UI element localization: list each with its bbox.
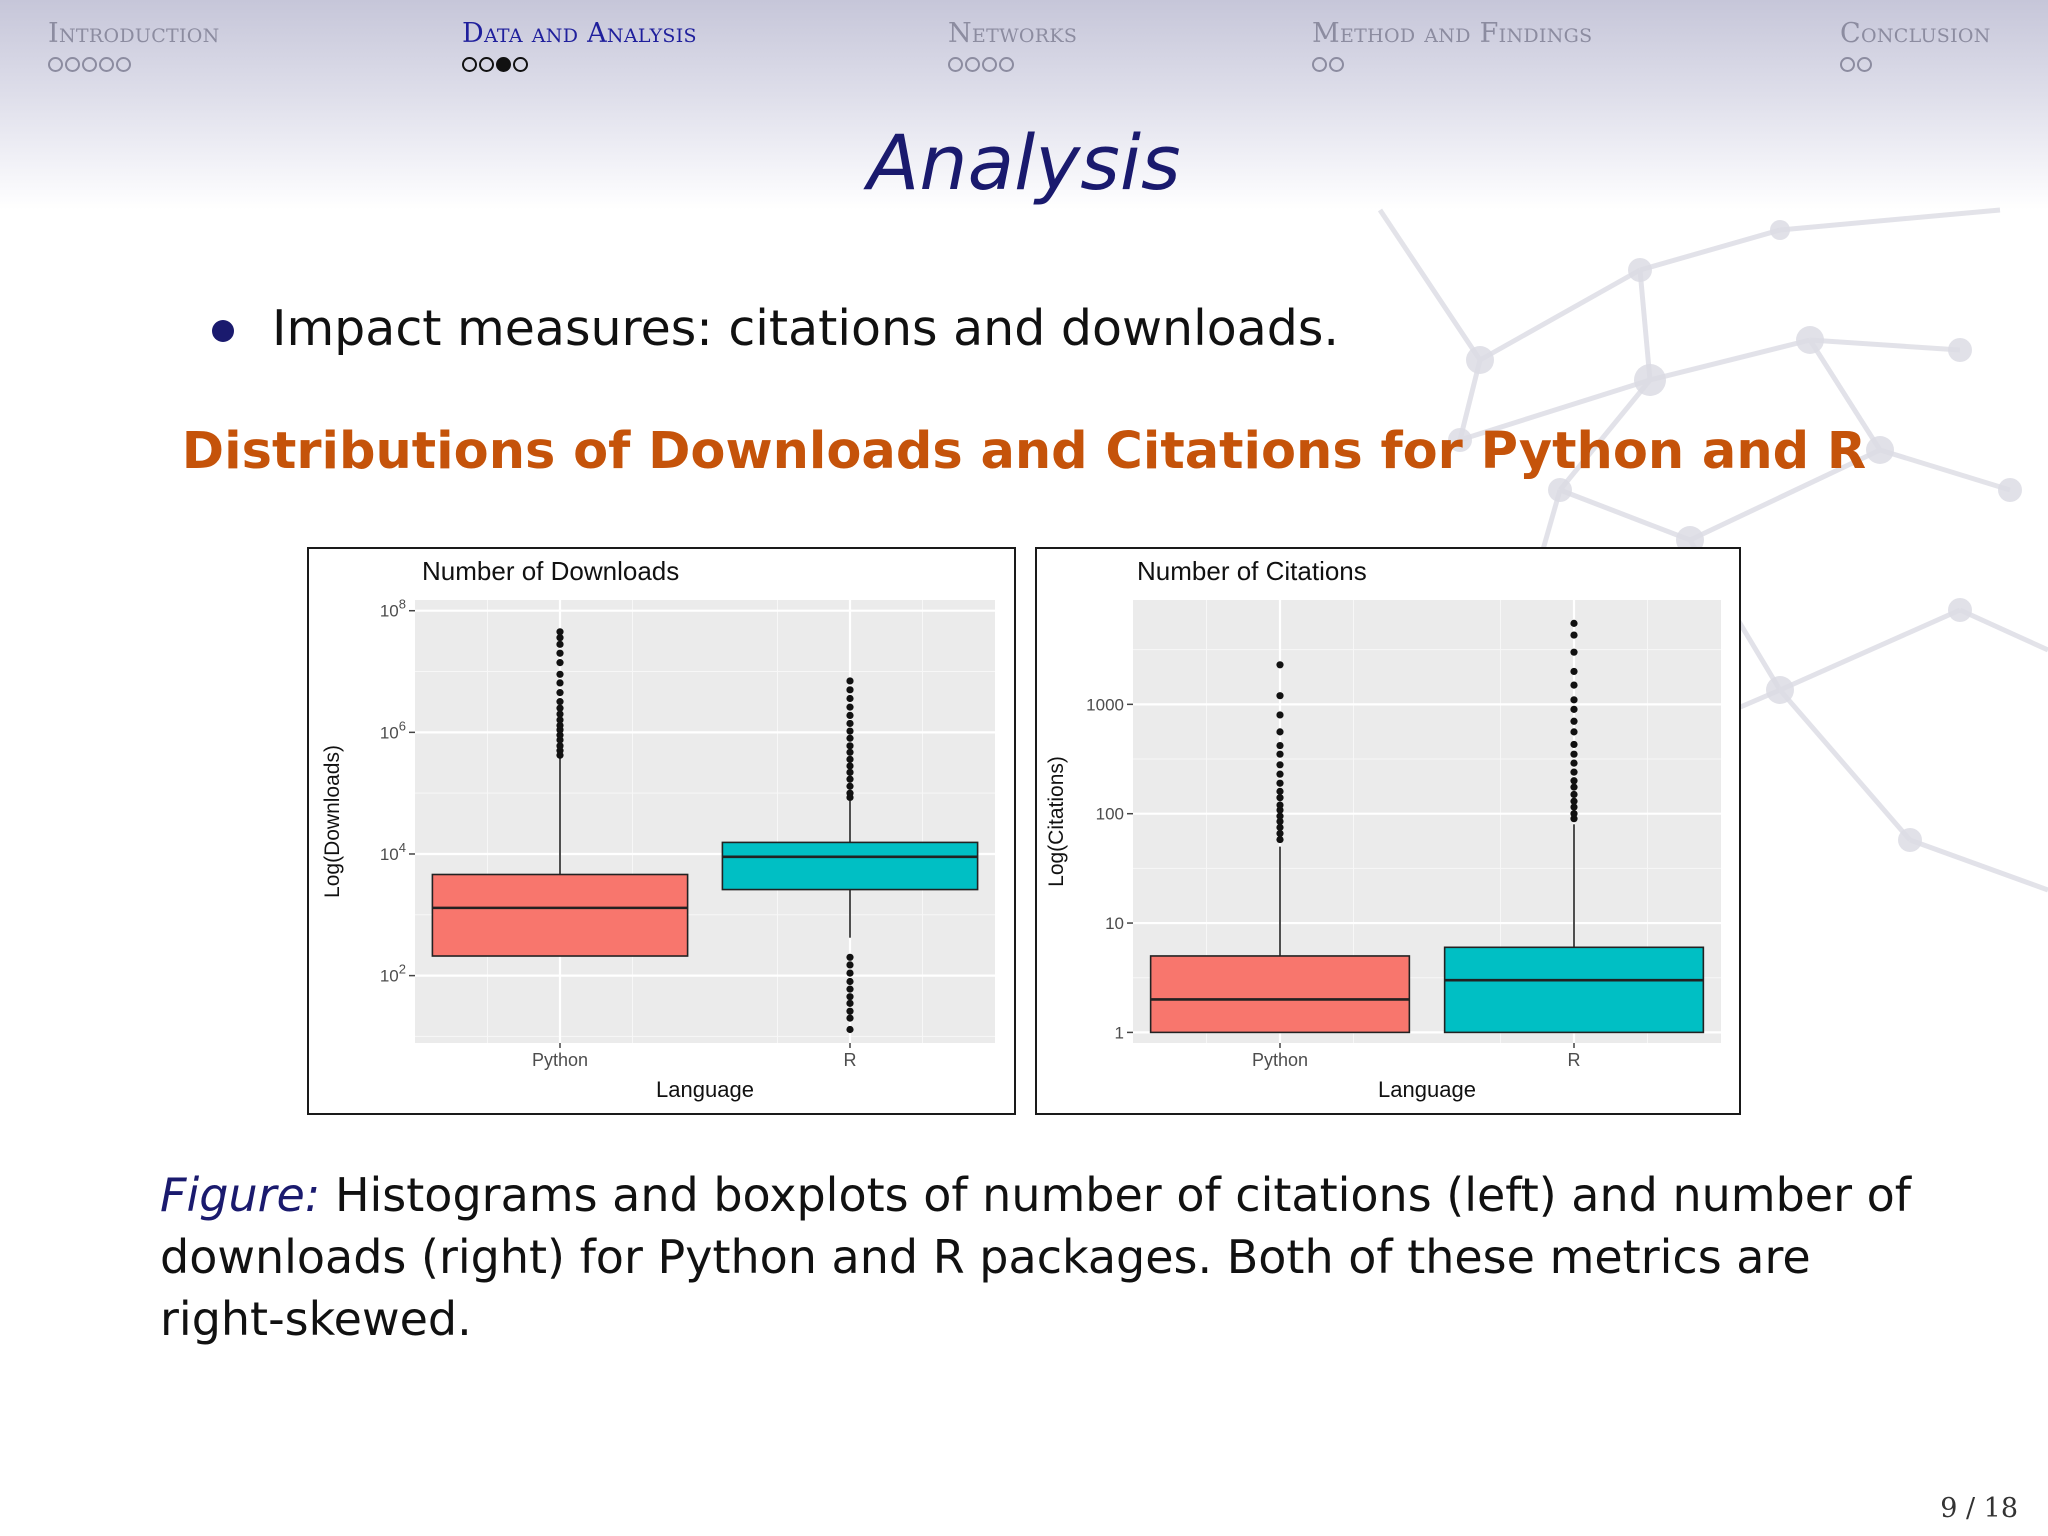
bullet-text: Impact measures: citations and downloads. [272,300,1339,357]
outlier-point [1276,728,1283,735]
outlier-point [1570,681,1577,688]
outlier-point [846,790,853,797]
y-tick-label: $10^4$ [379,839,406,864]
outlier-point [846,776,853,783]
outlier-point [1276,788,1283,795]
nav-dots [1312,57,1592,72]
y-tick-label: 1000 [1086,695,1124,715]
nav-dot[interactable] [513,57,528,72]
nav-label[interactable]: Data and Analysis [462,18,697,49]
outlier-point [846,986,853,993]
slide-title: Analysis [867,118,1181,207]
outlier-point [556,689,563,696]
box-r [722,842,977,889]
x-tick-label: Python [531,1050,589,1070]
box-python [1151,956,1410,1032]
y-tick-exponent: 6 [398,718,406,734]
outlier-point [1276,836,1283,843]
downloads-chart-panel [307,547,1016,1115]
y-tick-label: 10 [1105,914,1124,934]
y-tick-label: $10^6$ [379,718,406,743]
nav-dot[interactable] [496,57,511,72]
outlier-point [846,727,853,734]
outlier-point [846,1026,853,1033]
outlier-point [556,705,563,712]
nav-dots [948,57,1077,72]
outlier-point [1570,649,1577,656]
citations-chart-panel [1035,547,1741,1115]
nav-section-method-and-findings[interactable] [1312,18,1592,72]
outlier-point [1276,780,1283,787]
outlier-point [1570,668,1577,675]
outlier-point [1570,769,1577,776]
nav-dot[interactable] [1312,57,1327,72]
outlier-point [556,659,563,666]
page-number: 9 / 18 [1940,1493,2018,1524]
outlier-point [1570,810,1577,817]
outlier-point [1570,696,1577,703]
outlier-point [846,677,853,684]
outlier-point [1570,728,1577,735]
nav-dot[interactable] [462,57,477,72]
outlier-point [846,704,853,711]
x-axis-label: Language [656,1077,754,1102]
nav-section-introduction[interactable] [48,18,220,72]
outlier-point [1570,791,1577,798]
outlier-point [1570,631,1577,638]
caption-label: Figure: [160,1168,321,1222]
figure-caption [160,1164,1940,1350]
y-tick-exponent: 4 [398,839,406,855]
outlier-point [1276,751,1283,758]
outlier-point [1570,620,1577,627]
outlier-point [1276,771,1283,778]
downloads-boxplot [309,549,1014,1113]
nav-dot[interactable] [965,57,980,72]
nav-dot[interactable] [948,57,963,72]
outlier-point [1276,742,1283,749]
outlier-point [846,712,853,719]
block-title: Distributions of Downloads and Citations for Python and R [181,422,1867,481]
nav-dots [48,57,220,72]
nav-dot[interactable] [1840,57,1855,72]
outlier-point [846,1000,853,1007]
nav-dot[interactable] [1329,57,1344,72]
outlier-point [1276,794,1283,801]
y-tick-exponent: 2 [398,961,406,977]
nav-section-networks[interactable] [948,18,1077,72]
y-tick-label: 100 [1095,804,1124,824]
outlier-point [1570,760,1577,767]
nav-dot[interactable] [82,57,97,72]
outlier-point [846,769,853,776]
nav-dot[interactable] [116,57,131,72]
outlier-point [1570,777,1577,784]
chart-title: Number of Citations [1137,556,1367,586]
nav-section-data-and-analysis[interactable] [462,18,697,72]
x-tick-label: R [1567,1050,1581,1070]
outlier-point [846,695,853,702]
outlier-point [846,686,853,693]
outlier-point [846,749,853,756]
outlier-point [556,628,563,635]
citations-boxplot [1037,549,1739,1113]
outlier-point [846,762,853,769]
bullet-item [212,300,1339,357]
outlier-point [556,650,563,657]
nav-section-conclusion[interactable] [1840,18,1991,72]
outlier-point [1570,751,1577,758]
nav-dot[interactable] [48,57,63,72]
outlier-point [846,978,853,985]
box-python [432,874,687,956]
outlier-point [1276,692,1283,699]
outlier-point [846,783,853,790]
nav-label[interactable]: Conclusion [1840,18,1991,49]
nav-dots [462,57,697,72]
outlier-point [1570,706,1577,713]
y-tick-exponent: 8 [398,596,406,612]
nav-dots [1840,57,1991,72]
outlier-point [556,671,563,678]
bullet-icon [212,320,234,342]
outlier-point [556,641,563,648]
nav-dot[interactable] [1857,57,1872,72]
outlier-point [846,970,853,977]
outlier-point [1570,784,1577,791]
nav-dot[interactable] [99,57,114,72]
chart-title: Number of Downloads [422,556,680,586]
nav-label[interactable]: Method and Findings [1312,18,1593,49]
nav-dot[interactable] [999,57,1014,72]
nav-dot[interactable] [479,57,494,72]
outlier-point [556,698,563,705]
outlier-point [846,993,853,1000]
x-tick-label: R [843,1050,857,1070]
y-axis-label: Log(Downloads) [321,745,344,898]
x-axis-label: Language [1378,1077,1476,1102]
outlier-point [1276,761,1283,768]
outlier-point [1276,801,1283,808]
box-r [1445,947,1704,1032]
outlier-point [846,1008,853,1015]
outlier-point [1570,718,1577,725]
outlier-point [1276,661,1283,668]
nav-dot[interactable] [65,57,80,72]
outlier-point [846,756,853,763]
x-tick-label: Python [1251,1050,1309,1070]
nav-label[interactable]: Introduction [48,18,220,49]
nav-dot[interactable] [982,57,997,72]
outlier-point [846,961,853,968]
outlier-point [846,720,853,727]
caption-text: Histograms and boxplots of number of citations (left) and number of downloads (right) for Python and R packages. Both of these metrics are right-skewed. [160,1168,1911,1346]
nav-label[interactable]: Networks [948,18,1078,49]
outlier-point [846,954,853,961]
outlier-point [1276,711,1283,718]
outlier-point [1570,798,1577,805]
outlier-point [1570,741,1577,748]
y-tick-label: 1 [1114,1023,1124,1043]
outlier-point [556,679,563,686]
y-axis-label: Log(Citations) [1045,756,1068,887]
y-tick-label: $10^2$ [379,961,406,986]
outlier-point [846,1015,853,1022]
y-tick-label: $10^8$ [379,596,406,621]
outlier-point [846,735,853,742]
outlier-point [846,742,853,749]
